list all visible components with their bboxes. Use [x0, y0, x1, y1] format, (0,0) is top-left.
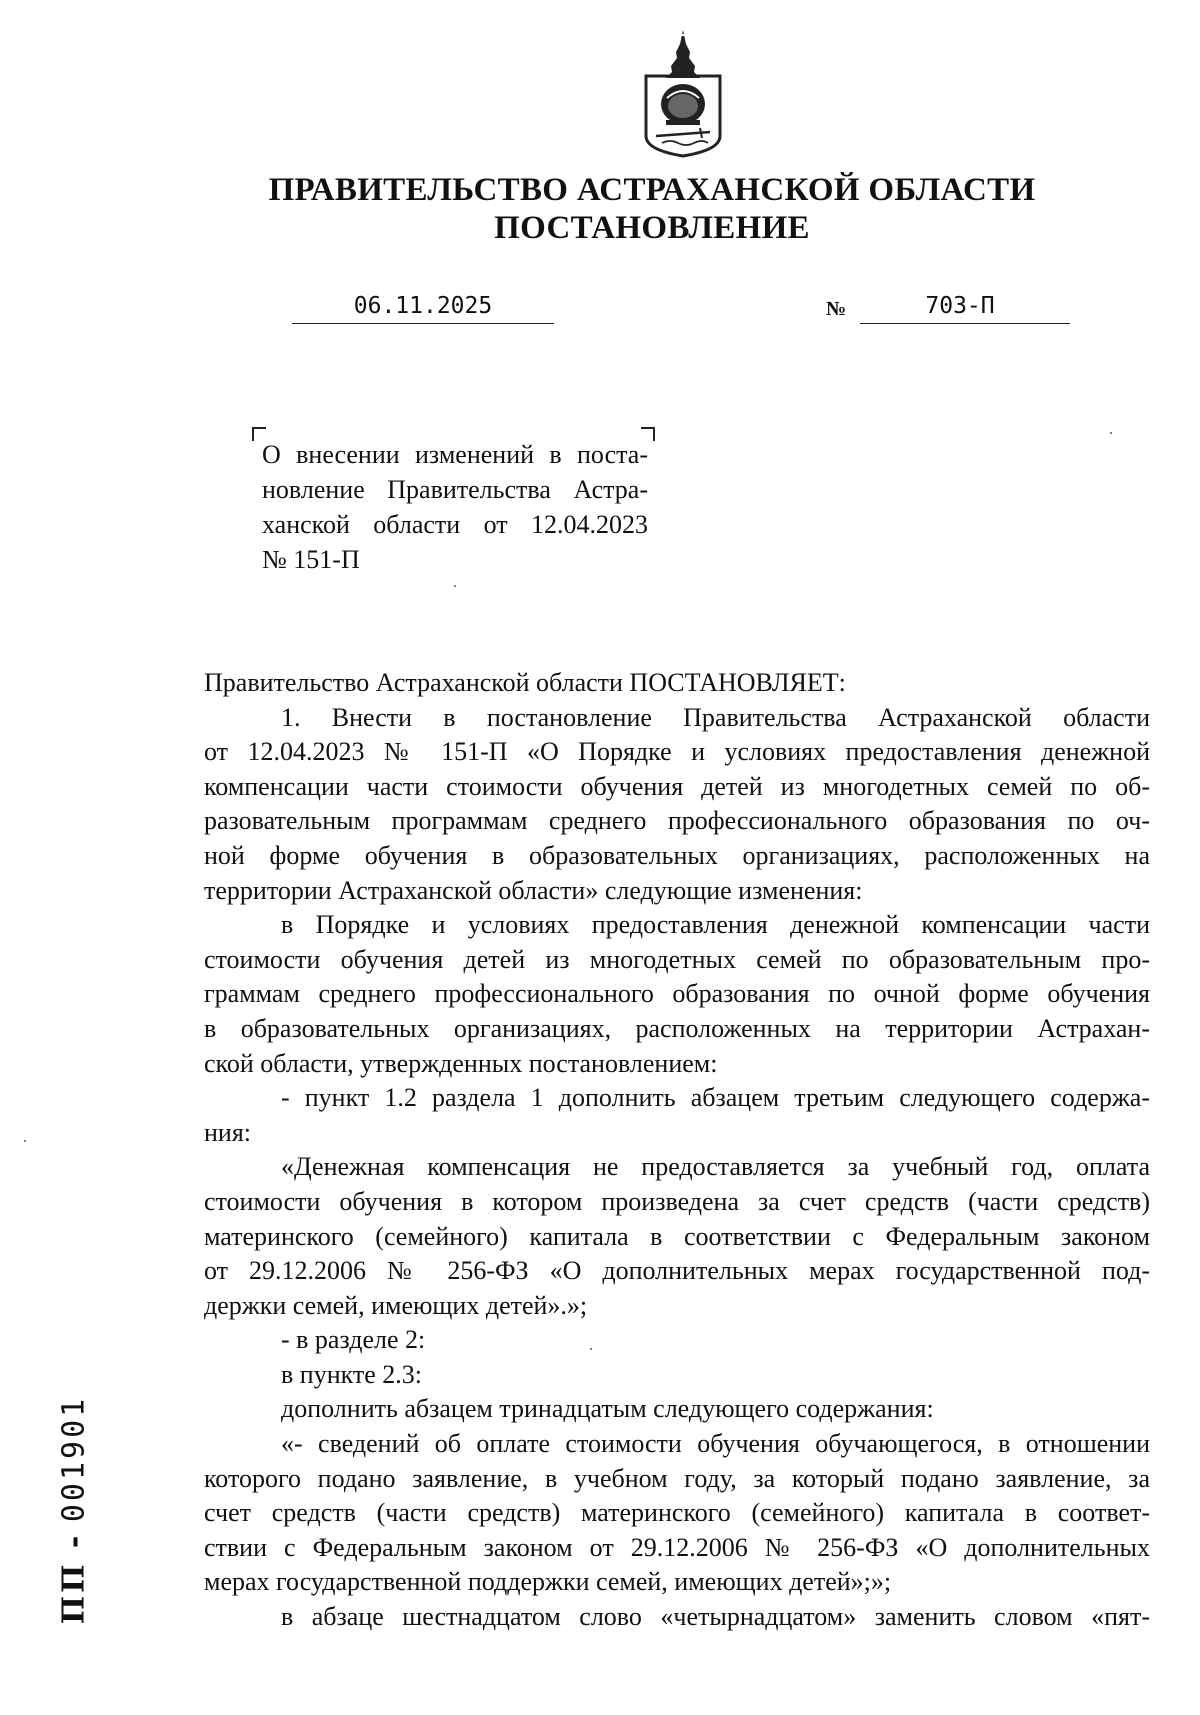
doc-type-title: ПОСТАНОВЛЕНИЕ — [494, 210, 810, 246]
body-line: в абзаце шестнадцатом слово «четырнадцатом» заменить словом «пят- — [281, 1602, 1150, 1632]
body-line: которого подано заявление, в учебном году, за который подано заявление, за — [204, 1463, 1150, 1493]
date-value: 06.11.2025 — [353, 293, 493, 319]
body-line: в пункте 2.3: — [281, 1359, 423, 1389]
number-sign: № — [826, 298, 847, 320]
subject-block — [262, 437, 648, 577]
body-line: в Порядке и условиях предоставления денежной компенсации части — [281, 910, 1150, 940]
body-line: «- сведений об оплате стоимости обучения обучающегося, в отношении — [281, 1429, 1150, 1459]
subject-line: новление Правительства Астра- — [262, 475, 648, 504]
body-line: территории Астраханской области» следующие изменения: — [204, 875, 863, 905]
body-line: компенсации части стоимости обучения детей из многодетных семей по об- — [204, 771, 1150, 801]
body-line: материнского (семейного) капитала в соответствии с Федеральным законом — [204, 1221, 1150, 1251]
scan-speck — [590, 1348, 592, 1350]
body-line: - в разделе 2: — [281, 1325, 426, 1355]
scan-speck — [1110, 432, 1112, 434]
body-line: «Денежная компенсация не предоставляется за учебный год, оплата — [281, 1152, 1150, 1182]
registry-stamp-text — [57, 1396, 92, 1624]
body-line: от 29.12.2006 № 256-ФЗ «О дополнительных мерах государственной под- — [204, 1256, 1150, 1286]
body-line: Правительство Астраханской области ПОСТАНОВЛЯЕТ: — [204, 668, 846, 697]
body-line: 1. Внести в постановление Правительства Астраханской области — [281, 702, 1150, 732]
body-line: стоимости обучения детей из многодетных семей по образовательным про- — [204, 944, 1150, 974]
body-line: - пункт 1.2 раздела 1 дополнить абзацем третьим следующего содержа- — [281, 1083, 1150, 1113]
body-line: держки семей, имеющих детей».»; — [204, 1290, 588, 1320]
org-title: ПРАВИТЕЛЬСТВО АСТРАХАНСКОЙ ОБЛАСТИ — [268, 172, 1036, 208]
body-line: дополнить абзацем тринадцатым следующего содержания: — [281, 1394, 934, 1424]
body-line: граммам среднего профессионального образования по очной форме обучения — [204, 979, 1150, 1009]
body-line: мерах государственной поддержки семей, имеющих детей»;»; — [204, 1567, 892, 1597]
number-field — [860, 293, 1070, 324]
astrakhan-coat-of-arms-icon — [640, 28, 726, 158]
body-line: в образовательных организациях, расположенных на территории Астрахан- — [204, 1013, 1150, 1043]
body-line: ния: — [204, 1117, 252, 1147]
body-line: стоимости обучения в котором произведена за счет средств (части средств) — [204, 1186, 1150, 1216]
number-value: 703-П — [925, 293, 995, 319]
body-line: ской области, утвержденных постановлением: — [204, 1048, 718, 1078]
body-line: ствии с Федеральным законом от 29.12.2006 № 256-ФЗ «О дополнительных — [204, 1532, 1150, 1562]
body-line: разовательным программам среднего профессионального образования по оч- — [204, 806, 1150, 836]
body-line: счет средств (части средств) материнского (семейного) капитала в соответ- — [204, 1498, 1150, 1528]
date-field — [292, 293, 554, 324]
scan-speck — [24, 1140, 26, 1142]
registry-stamp — [44, 1385, 104, 1635]
subject-line: О внесении изменений в поста- — [262, 440, 648, 469]
subject-line: № 151-П — [262, 545, 360, 574]
body-line: ной форме обучения в образовательных организациях, расположенных на — [204, 840, 1150, 870]
scan-speck — [454, 585, 456, 587]
registry-stamp-number: 001901 — [56, 1395, 92, 1523]
registry-stamp-prefix: ПП - — [56, 1532, 92, 1625]
body-line: от 12.04.2023 № 151-П «О Порядке и условиях предоставления денежной — [204, 737, 1150, 767]
subject-line: ханской области от 12.04.2023 — [262, 510, 648, 539]
body-text — [204, 666, 1150, 1635]
